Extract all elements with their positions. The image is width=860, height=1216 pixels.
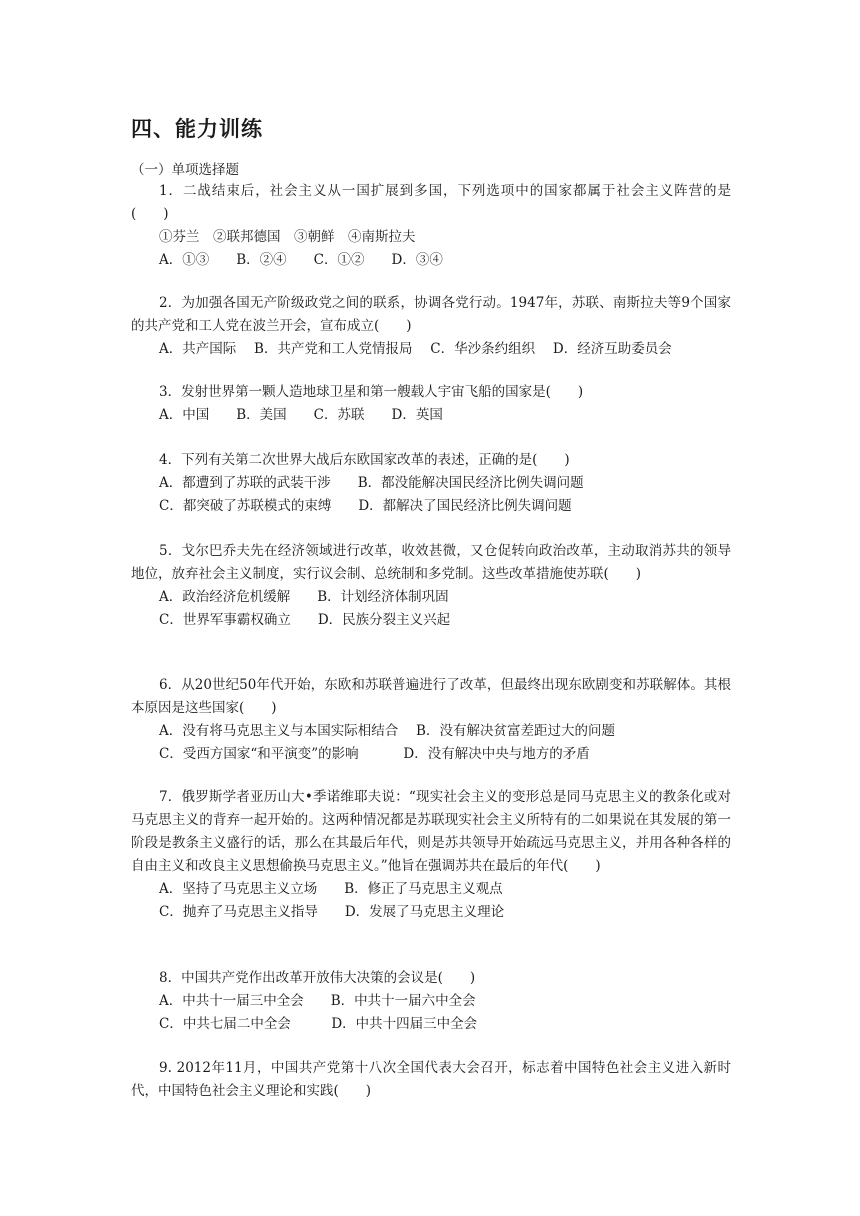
question-6 (131, 674, 731, 766)
question-stem: 6．从20世纪50年代开始，东欧和苏联普遍进行了改革，但最终出现东欧剧变和苏联解体。其根本原因是这些国家( ) (131, 677, 731, 716)
question-stem: 3．发射世界第一颗人造地球卫星和第一艘载人宇宙飞船的国家是( ) (159, 384, 584, 400)
answer-options-row-1: A．中共十一届三中全会 B．中共十一届六中全会 (159, 993, 476, 1009)
question-5 (131, 540, 731, 632)
question-2 (131, 292, 731, 361)
question-9 (131, 1057, 731, 1103)
answer-options-row-1: A．政治经济危机缓解 B．计划经济体制巩固 (159, 589, 449, 605)
answer-options-row-2: C．都突破了苏联模式的束缚 D．都解决了国民经济比例失调问题 (159, 498, 572, 514)
question-stem: 4．下列有关第二次世界大战后东欧国家改革的表述，正确的是( ) (159, 452, 570, 468)
page-title: 四、能力训练 (131, 117, 263, 141)
answer-options-row-1: A．坚持了马克思主义立场 B．修正了马克思主义观点 (159, 881, 503, 897)
question-stem: 1．二战结束后，社会主义从一国扩展到多国，下列选项中的国家都属于社会主义阵营的是( ) (131, 183, 731, 222)
question-3 (131, 381, 731, 427)
answer-options-row-1: A．都遭到了苏联的武装干涉 B．都没能解决国民经济比例失调问题 (159, 475, 584, 491)
question-4 (131, 449, 731, 518)
answer-options-row-2: C．受西方国家“和平演变”的影响 D．没有解决中央与地方的矛盾 (159, 746, 590, 762)
answer-options-row-1: A．没有将马克思主义与本国实际相结合 B．没有解决贫富差距过大的问题 (159, 723, 615, 739)
question-stem: 5．戈尔巴乔夫先在经济领域进行改革，收效甚微，又仓促转向政治改革，主动取消苏共的领导地位，放弃社会主义制度，实行议会制、总统制和多党制。这些改革措施使苏联( ) (131, 543, 731, 582)
answer-options: A．①③ B．②④ C．①② D．③④ (159, 252, 443, 268)
question-1 (131, 180, 731, 272)
answer-options-row-2: C．抛弃了马克思主义指导 D．发展了马克思主义理论 (159, 904, 505, 920)
answer-options: A．共产国际 B．共产党和工人党情报局 C．华沙条约组织 D．经济互助委员会 (159, 341, 672, 357)
question-stem: 8．中国共产党作出改革开放伟大决策的会议是( ) (159, 970, 476, 986)
question-items: ①芬兰 ②联邦德国 ③朝鲜 ④南斯拉夫 (159, 229, 416, 245)
question-stem: 7．俄罗斯学者亚历山大•季诺维耶夫说：“现实社会主义的变形总是同马克思主义的教条化或对马克思主义的背弃一起开始的。这两种情况都是苏联现实社会主义所特有的二如果说在其发展的第一阶段是教条主义盛行的话，那么在其最后年代，则是苏共领导开始疏远马克思主义，并用各种各样的自由主义和改良主义思想偷换马克思主义。”他旨在强调苏共在最后的年代( ) (131, 789, 731, 874)
answer-options-row-2: C．世界军事霸权确立 D．民族分裂主义兴起 (159, 612, 451, 628)
section-heading: （一）单项选择题 (131, 162, 239, 178)
answer-options-row-2: C．中共七届二中全会 D．中共十四届三中全会 (159, 1016, 478, 1032)
answer-options: A．中国 B．美国 C．苏联 D．英国 (159, 407, 443, 423)
question-7 (131, 786, 731, 924)
question-stem: 9. 2012年11月，中国共产党第十八次全国代表大会召开，标志着中国特色社会主义进入新时代，中国特色社会主义理论和实践( ) (131, 1060, 731, 1099)
question-8 (131, 967, 731, 1036)
question-stem: 2．为加强各国无产阶级政党之间的联系，协调各党行动。1947年，苏联、南斯拉夫等9个国家的共产党和工人党在波兰开会，宣布成立( ) (131, 295, 731, 334)
